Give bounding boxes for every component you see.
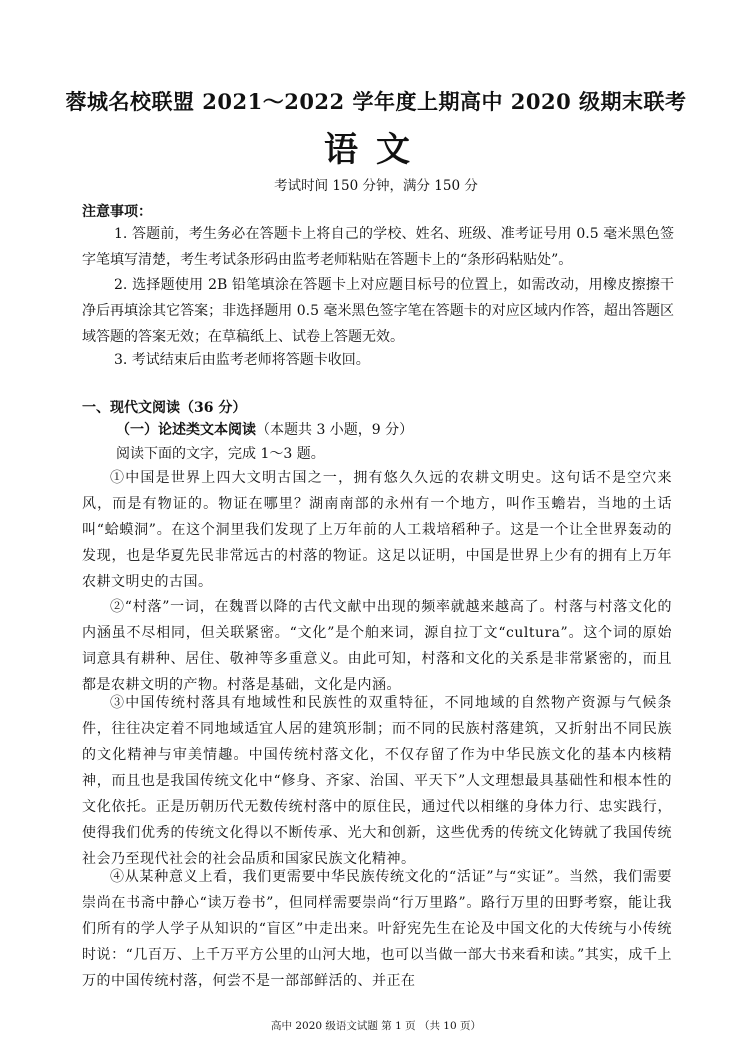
notice-item-3: 3. 考试结束后由监考老师将答题卡收回。 — [114, 352, 370, 368]
reading-instruction: 阅读下面的文字，完成 1～3 题。 — [116, 446, 325, 462]
subject-title: 语文 — [324, 130, 428, 170]
passage-paragraph-3: ③中国传统村落具有地域性和民族性的双重特征，不同地域的自然物产资源与气候条件，往往决定着不同地域适宜人居的建筑形制；而不同的民族村落建筑，又折射出不同民族的文化精神与审美情趣。中国传统村落文化，不仅存留了作为中华民族文化的基本内核精神，而且也是我国传统文化中“修身、齐家、治国、平天下”人文理想最具基础性和根本性的文化依托。正是历朝历代无数传统村落中的原住民，通过代以相继的身体力行、忠实践行，使得我们优秀的传统文化得以不断传承、光大和创新，这些优秀的传统文化铸就了我国传统社会乃至现代社会的社会品质和国家民族文化精神。 — [82, 695, 672, 867]
subsection-note: （本题共 3 小题，9 分） — [256, 422, 414, 438]
notice-item-2: 2. 选择题使用 2B 铅笔填涂在答题卡上对应题目标号的位置上，如需改动，用橡皮擦擦干净后再填涂其它答案；非选择题用 0.5 毫米黑色签字笔在答题卡的对应区域内作答，超出答题区域答题的答案无效；在草稿纸上、试卷上答题无效。 — [82, 277, 674, 345]
page-footer: 高中 2020 级语文试题 第 1 页 （共 10 页） — [271, 1020, 481, 1032]
passage-paragraph-4: ④从某种意义上看，我们更需要中华民族传统文化的“活证”与“实证”。当然，我们需要崇尚在书斋中静心“读万卷书”，但同样需要崇尚“行万里路”。路行万里的田野考察，能让我们所有的学人学子从知识的“盲区”中走出来。叶舒宪先生在论及中国文化的大传统与小传统时说：“几百万、上千万平方公里的山河大地，也可以当做一部大书来看和读。”其实，成千上万的中国传统村落，何尝不是一部部鲜活的、并正在 — [82, 869, 672, 989]
section-heading: 一、现代文阅读（36 分） — [82, 400, 247, 416]
passage-paragraph-1: ①中国是世界上四大文明古国之一，拥有悠久久远的农耕文明史。这句话不是空穴来风，而是有物证的。物证在哪里？湖南南部的永州有一个地方，叫作玉蟾岩，当地的土话叫“蛤蟆洞”。在这个洞里我们发现了上万年前的人工栽培稻种子。这是一个让全世界轰动的发现，也是华夏先民非常远古的村落的物证。这足以证明，中国是世界上少有的拥有上万年农耕文明史的古国。 — [82, 470, 672, 590]
subsection-heading — [116, 419, 413, 439]
subsection-title: （一）论述类文本阅读 — [116, 422, 256, 438]
exam-title: 蓉城名校联盟 2021～2022 学年度上期高中 2020 级期末联考 — [65, 89, 687, 114]
notice-item-1: 1. 答题前，考生务必在答题卡上将自己的学校、姓名、班级、准考证号用 0.5 毫米黑色签字笔填写清楚，考生考试条形码由监考老师粘贴在答题卡上的“条形码粘贴处”。 — [82, 226, 674, 268]
passage-paragraph-2: ②“村落”一词，在魏晋以降的古代文献中出现的频率就越来越高了。村落与村落文化的内涵虽不尽相同，但关联紧密。“文化”是个舶来词，源自拉丁文“cultura”。这个词的原始词意具有耕种、居住、敬神等多重意义。由此可知，村落和文化的关系是非常紧密的，而且都是农耕文明的产物。村落是基础，文化是内涵。 — [82, 599, 672, 693]
exam-info: 考试时间 150 分钟，满分 150 分 — [274, 178, 478, 194]
notice-heading: 注意事项： — [82, 204, 152, 220]
